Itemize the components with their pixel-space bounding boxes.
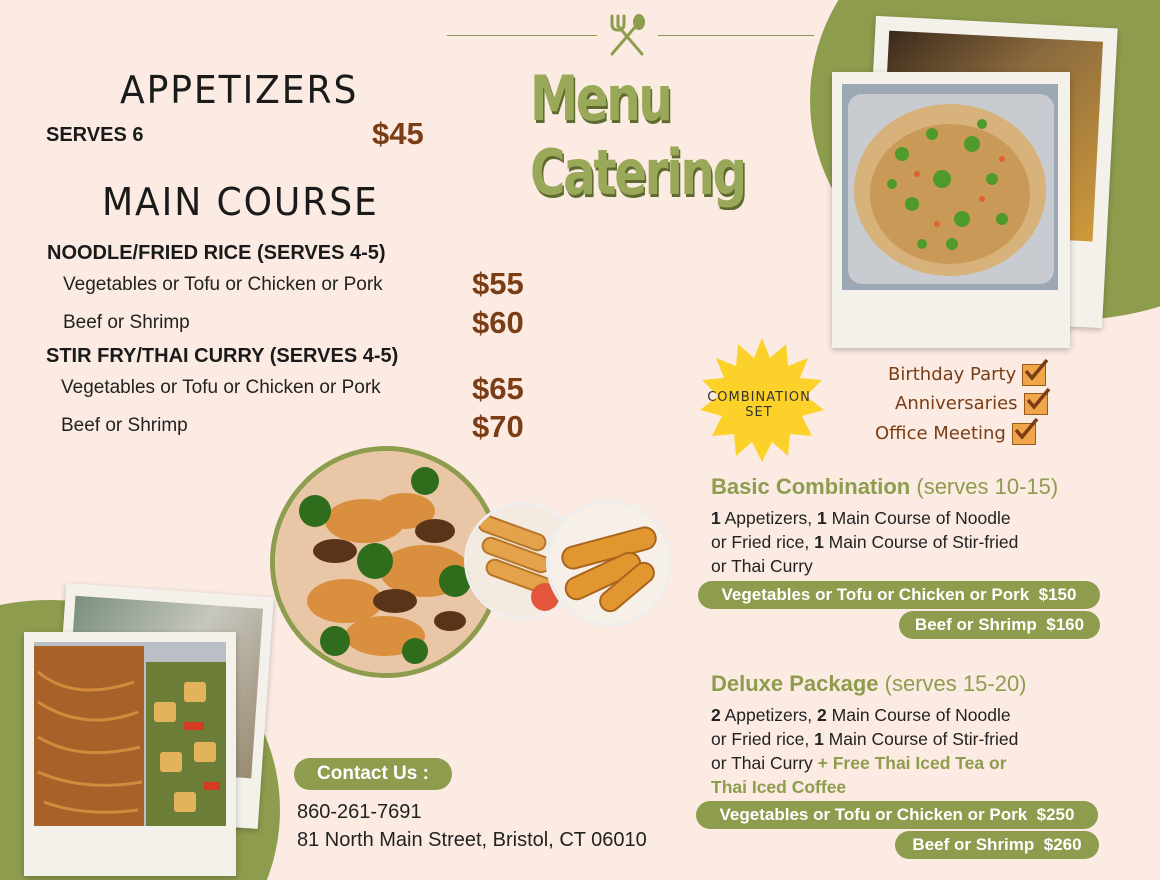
catering-title: Catering <box>530 136 745 209</box>
pad-thai-photo <box>34 642 226 826</box>
stirfry-price-veg: $65 <box>472 371 524 406</box>
spring-roll-image-right <box>549 503 669 623</box>
desc-text: Main Course of Stir-fried <box>823 729 1019 749</box>
deluxe-option-beef <box>895 831 1099 859</box>
basic-option-veg <box>698 581 1100 609</box>
option-name: Beef or Shrimp <box>914 615 1037 634</box>
appetizers-heading: APPETIZERS <box>120 68 359 112</box>
menu-title: Menu <box>530 62 671 135</box>
desc-text: or Thai Curry <box>711 556 813 576</box>
desc-text: or Fried rice, <box>711 729 815 749</box>
stirfry-item-veg: Vegetables or Tofu or Chicken or Pork <box>61 377 381 398</box>
desc-text: Appetizers, <box>720 508 818 528</box>
option-name: Beef or Shrimp <box>912 835 1035 854</box>
option-price: $160 <box>1046 615 1085 634</box>
noodle-item-beef: Beef or Shrimp <box>63 312 190 333</box>
stirfry-section-label: STIR FRY/THAI CURRY (SERVES 4-5) <box>46 345 399 367</box>
option-price: $150 <box>1038 585 1077 604</box>
fork-spoon-icon <box>604 14 650 58</box>
desc-count: 1 <box>817 508 827 528</box>
fried-rice-image <box>842 84 1058 290</box>
polaroid-pad-thai <box>24 632 236 876</box>
occasion-office-meeting <box>875 423 1036 445</box>
deluxe-serves-text: (serves 15-20) <box>884 671 1027 696</box>
desc-text: or Thai Curry <box>711 753 818 773</box>
contact-phone[interactable]: 860-261-7691 <box>297 801 422 823</box>
combination-label-line1: COMBINATION <box>707 390 811 405</box>
free-drink-text: Thai Iced Coffee <box>711 777 847 797</box>
option-name: Vegetables or Tofu or Chicken or Pork <box>721 585 1030 604</box>
combination-label-line2: SET <box>745 405 773 420</box>
contact-address: 81 North Main Street, Bristol, CT 06010 <box>297 829 647 851</box>
occasion-label: Birthday Party <box>888 364 1017 385</box>
desc-text: Main Course of Noodle <box>826 508 1011 528</box>
spring-roll-photo-right <box>546 500 672 626</box>
noodle-price-veg: $55 <box>472 266 524 301</box>
deluxe-title-text: Deluxe Package <box>711 671 879 696</box>
contact-us-label: Contact Us : <box>294 758 452 790</box>
polaroid-fried-rice <box>832 72 1070 348</box>
noodle-item-veg: Vegetables or Tofu or Chicken or Pork <box>63 274 383 295</box>
checkmark-icon <box>1022 364 1046 386</box>
desc-count: 1 <box>814 729 824 749</box>
main-course-heading: MAIN COURSE <box>102 180 379 224</box>
option-price: $260 <box>1043 835 1082 854</box>
occasion-label: Anniversaries <box>895 393 1018 414</box>
fried-rice-photo <box>842 84 1058 290</box>
header-divider-left <box>447 35 597 36</box>
desc-count: 1 <box>711 508 721 528</box>
option-price: $250 <box>1036 805 1075 824</box>
deluxe-package-title <box>711 671 1027 697</box>
basic-package-title <box>711 474 1058 500</box>
basic-serves-text: (serves 10-15) <box>916 474 1059 499</box>
desc-text: Appetizers, <box>720 705 818 725</box>
basic-title-text: Basic Combination <box>711 474 911 499</box>
desc-text: Main Course of Noodle <box>826 705 1011 725</box>
desc-count: 2 <box>711 705 721 725</box>
stirfry-price-beef: $70 <box>472 409 524 444</box>
desc-text: Main Course of Stir-fried <box>823 532 1019 552</box>
stirfry-item-beef: Beef or Shrimp <box>61 415 188 436</box>
appetizers-price: $45 <box>372 116 424 151</box>
desc-text: or Fried rice, <box>711 532 815 552</box>
deluxe-package-description <box>711 703 1111 799</box>
occasion-birthday <box>888 364 1046 386</box>
noodle-section-label: NOODLE/FRIED RICE (SERVES 4-5) <box>47 242 386 264</box>
free-drink-text: + Free Thai Iced Tea or <box>817 753 1007 773</box>
combination-set-label <box>698 390 820 420</box>
checkmark-icon <box>1024 393 1048 415</box>
desc-count: 2 <box>817 705 827 725</box>
occasion-label: Office Meeting <box>875 423 1006 444</box>
deluxe-option-veg <box>696 801 1098 829</box>
occasion-anniversaries <box>895 393 1048 415</box>
appetizers-serves-label: SERVES 6 <box>46 124 144 146</box>
noodle-price-beef: $60 <box>472 305 524 340</box>
option-name: Vegetables or Tofu or Chicken or Pork <box>719 805 1028 824</box>
basic-option-beef <box>899 611 1100 639</box>
header-divider-right <box>658 35 814 36</box>
desc-count: 1 <box>814 532 824 552</box>
basic-package-description <box>711 506 1091 578</box>
checkmark-icon <box>1012 423 1036 445</box>
pad-thai-image <box>34 642 226 826</box>
